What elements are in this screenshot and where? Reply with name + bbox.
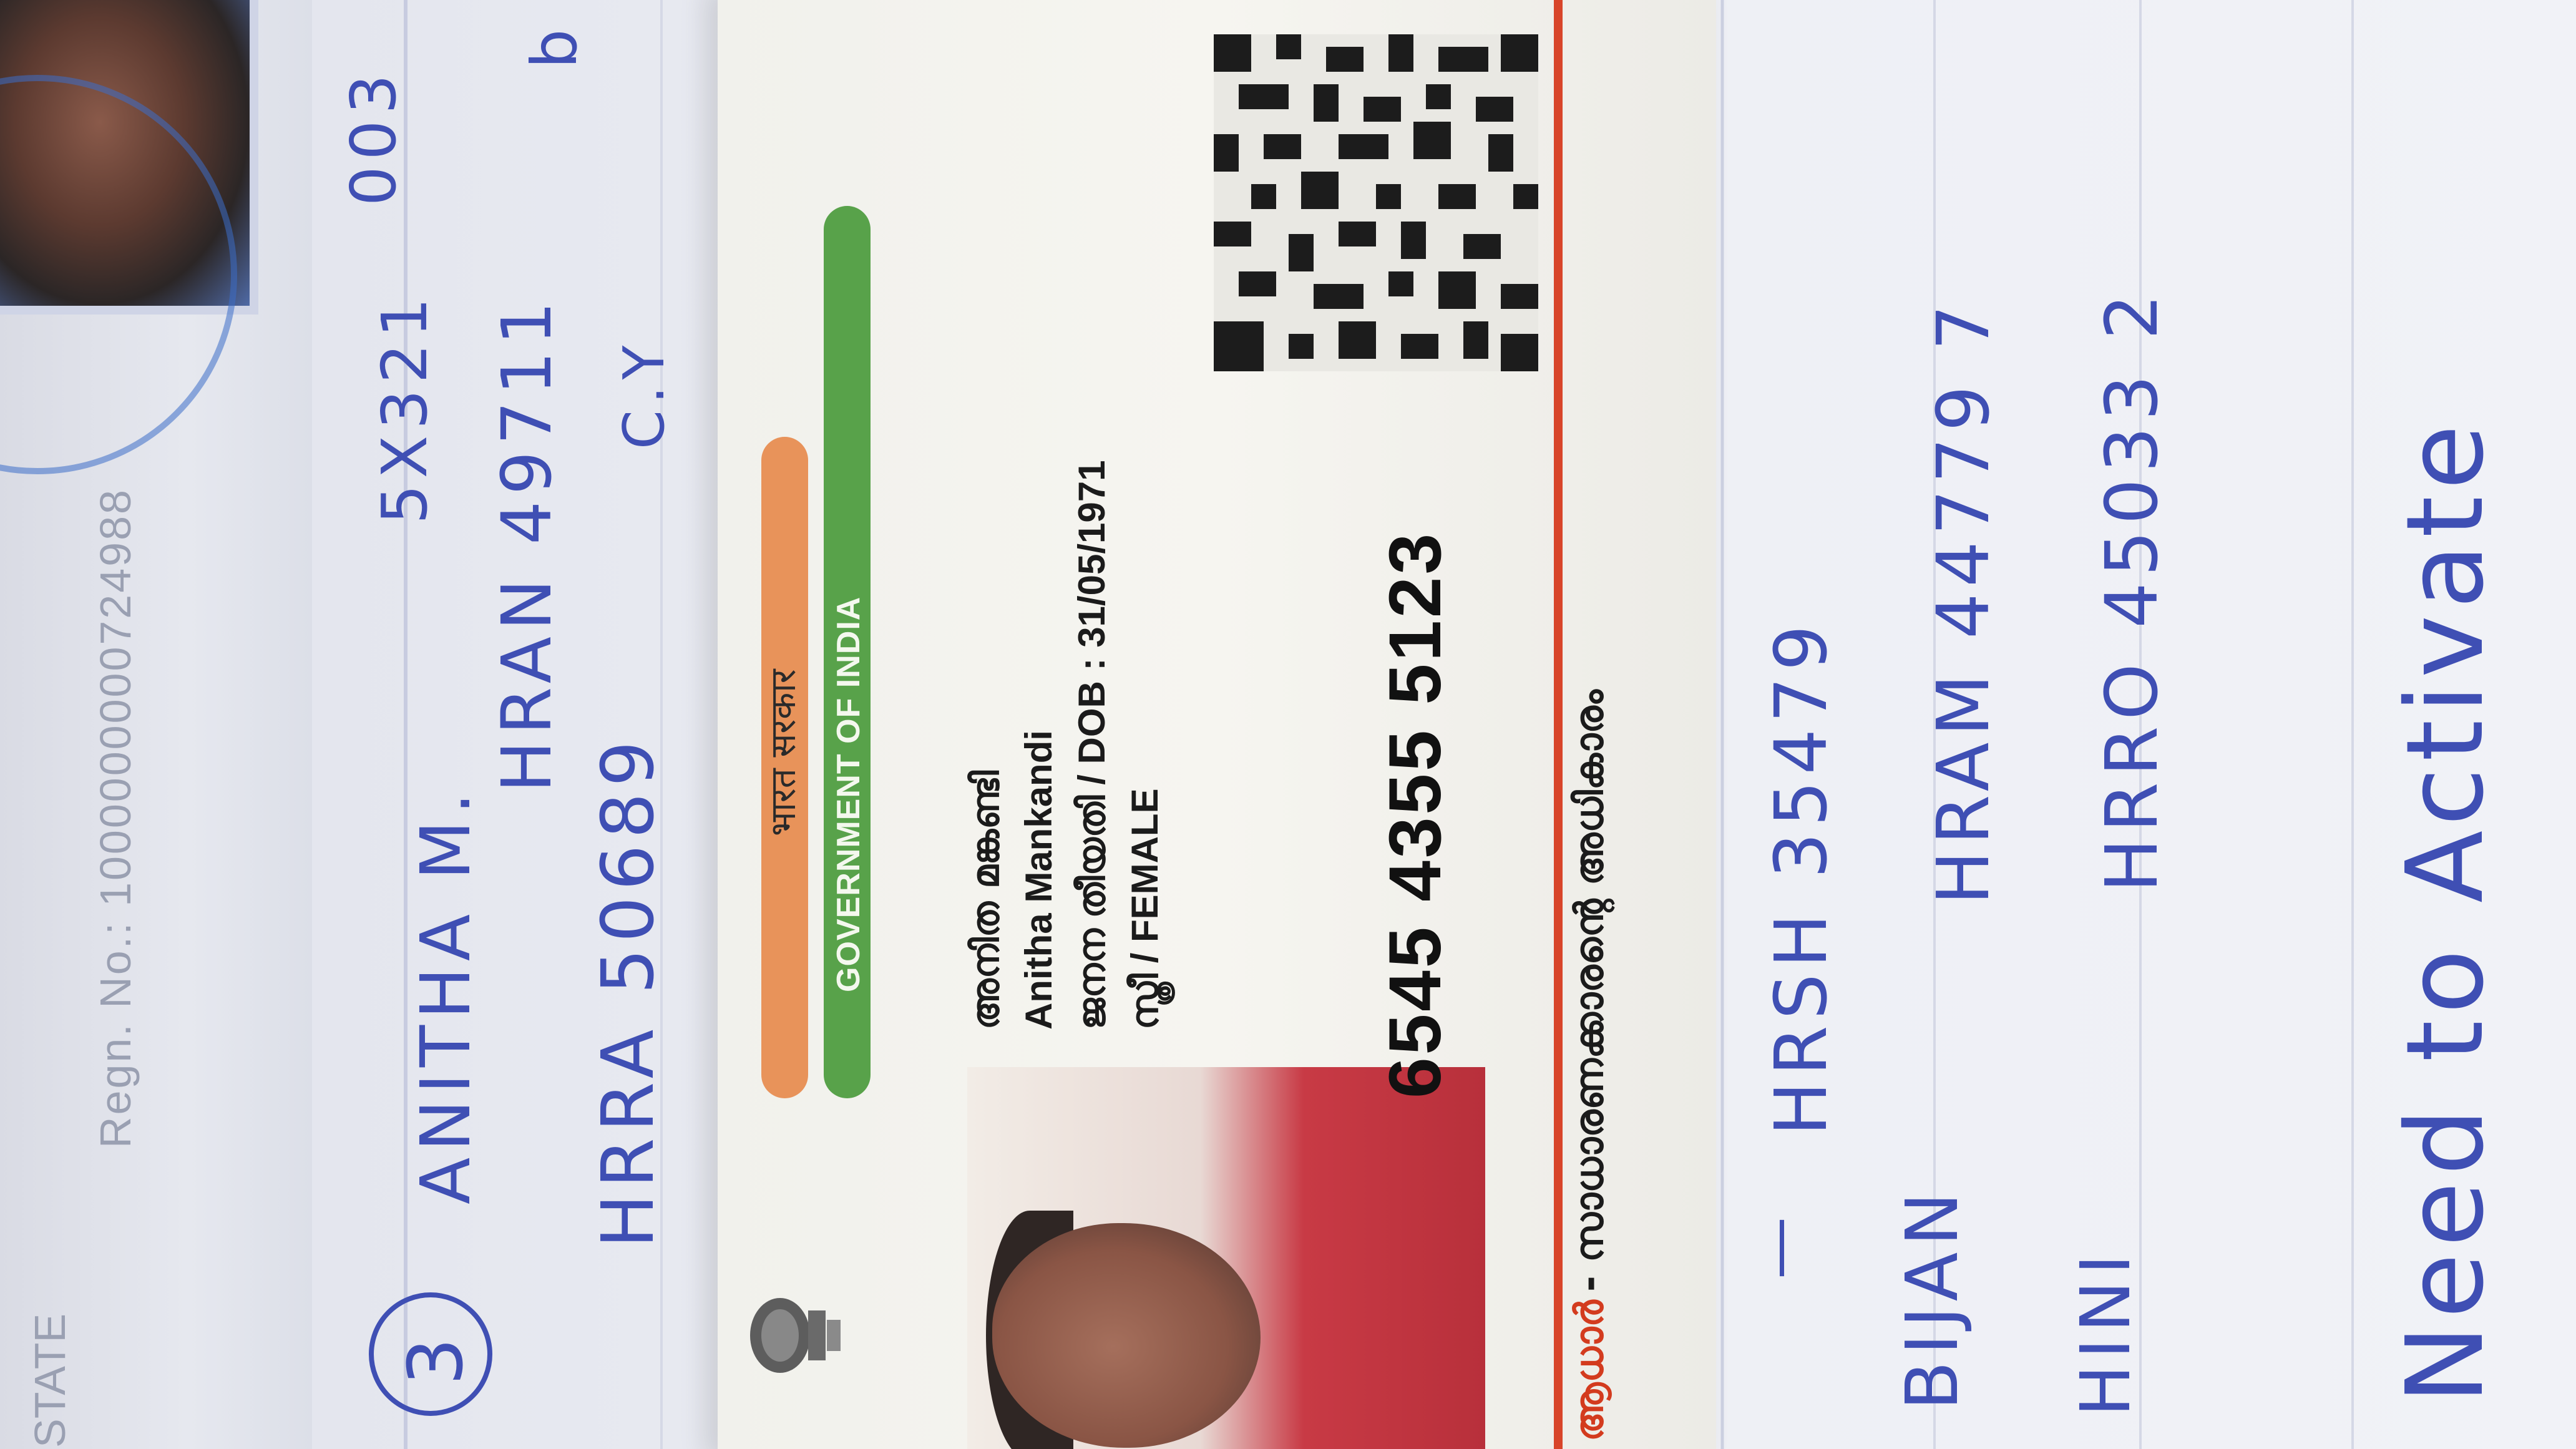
passbook-strip — [0, 0, 312, 1449]
govt-english-label: GOVERNMENT OF INDIA — [831, 596, 867, 992]
hw-line3-tail: C.Y — [612, 339, 677, 449]
hw-row2-code: HRAM 44779 7 — [1922, 298, 2006, 905]
hw-line2-tail: b — [518, 22, 591, 69]
hw-row3-name: HINI — [2066, 1248, 2145, 1417]
hw-row3-code: HRRO 45033 2 — [2091, 288, 2174, 892]
hw-row2-name: BIJAN — [1891, 1186, 1974, 1410]
aadhaar-number: 6545 4355 5123 — [1374, 530, 1456, 1098]
entry-number: 3 — [393, 1331, 480, 1385]
govt-hindi-label: भारत सरकार — [763, 669, 804, 836]
hw-line1-code: 5X321 — [368, 291, 441, 524]
hw-row1-prefix: — — [1741, 1211, 1814, 1279]
hw-line1-name: ANITHA M. — [406, 786, 485, 1204]
hw-note: Need to Activate — [2384, 418, 2507, 1404]
hw-line1-top: 003 — [337, 68, 410, 206]
holder-gender: സ്ത്രീ / FEMALE — [1124, 788, 1166, 1030]
holder-dob: ജനന തീയതി / DOB : 31/05/1971 — [1071, 460, 1113, 1030]
holder-photo — [967, 1067, 1485, 1449]
card-footer-brand: ആധാർ — [1566, 1300, 1612, 1442]
qr-code-icon — [1214, 34, 1538, 371]
passbook-regn-number: Regn. No.: 1000000000724988 — [91, 488, 140, 1148]
holder-name-english: Anitha Mankandi — [1018, 729, 1060, 1030]
hw-line3-code: HRRA 50689 — [587, 734, 670, 1248]
card-footer-tagline: - സാധാരണക്കാരന്റെ അധികാരം — [1566, 690, 1612, 1292]
hw-line2-code: HRAN 49711 — [487, 295, 567, 793]
card-footer-rule — [1554, 0, 1563, 1449]
holder-name-malayalam: അനിത മങ്കണ്ടി — [964, 770, 1008, 1030]
national-emblem-icon — [743, 1286, 855, 1385]
holder-face — [992, 1223, 1261, 1448]
passbook-header: STATE — [26, 1313, 74, 1448]
hw-row1-code: HRSH 35479 — [1760, 618, 1843, 1136]
